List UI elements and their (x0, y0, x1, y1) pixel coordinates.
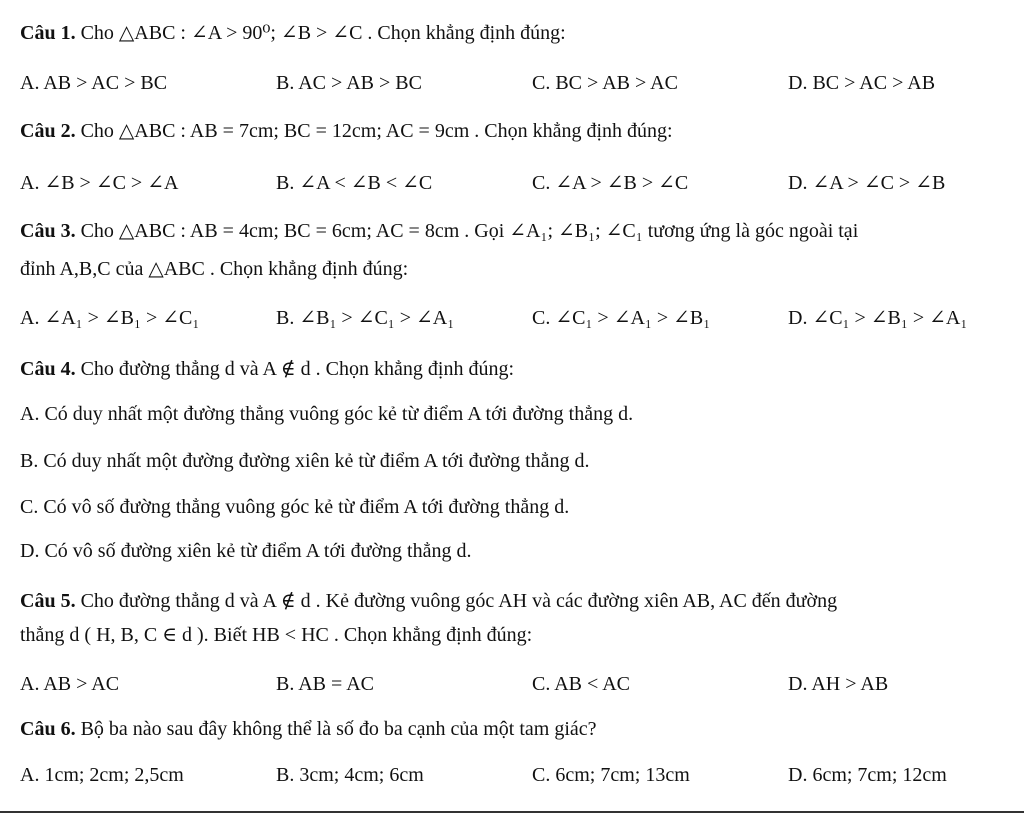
question-6 (20, 718, 597, 741)
option-b[interactable]: B. 3cm; 4cm; 6cm (276, 764, 424, 786)
statement-a[interactable]: A. Có duy nhất một đường thẳng vuông góc kẻ từ điểm A tới đường thẳng d. (20, 403, 634, 425)
option-d[interactable]: D. AH > AB (788, 673, 889, 695)
statement-b[interactable]: B. Có duy nhất một đường đường xiên kẻ từ điểm A tới đường thẳng d. (20, 450, 590, 472)
question-5-text: Cho đường thẳng d và A ∉ d . Kẻ đường vuông góc AH và các đường xiên AB, AC đến đường (80, 590, 838, 612)
option-b[interactable]: B. ∠B₁ > ∠C₁ > ∠A₁ (276, 307, 455, 329)
question-4-label: Câu 4. (20, 358, 76, 380)
question-6-text: Bộ ba nào sau đây không thể là số đo ba cạnh của một tam giác? (80, 718, 597, 740)
question-5-label: Câu 5. (20, 590, 76, 612)
question-2-text: Cho △ABC : AB = 7cm; BC = 12cm; AC = 9cm . Chọn khẳng định đúng: (80, 120, 673, 142)
question-6-label: Câu 6. (20, 718, 76, 740)
option-a[interactable]: A. 1cm; 2cm; 2,5cm (20, 764, 184, 786)
statement-d[interactable]: D. Có vô số đường xiên kẻ từ điểm A tới đường thẳng d. (20, 540, 472, 562)
question-3-text-continued: đỉnh A,B,C của △ABC . Chọn khẳng định đúng: (20, 258, 409, 280)
option-a[interactable]: A. ∠A₁ > ∠B₁ > ∠C₁ (20, 307, 200, 329)
statement-c[interactable]: C. Có vô số đường thẳng vuông góc kẻ từ điểm A tới đường thẳng d. (20, 496, 570, 518)
question-5-text-continued: thẳng d ( H, B, C ∈ d ). Biết HB < HC . Chọn khẳng định đúng: (20, 624, 533, 646)
question-4 (20, 356, 514, 381)
question-3 (20, 218, 858, 243)
option-a[interactable]: A. AB > AC (20, 673, 120, 695)
option-b[interactable]: B. ∠A < ∠B < ∠C (276, 172, 433, 194)
option-d[interactable]: D. 6cm; 7cm; 12cm (788, 764, 947, 786)
option-c[interactable]: C. BC > AB > AC (532, 72, 678, 94)
option-b[interactable]: B. AC > AB > BC (276, 72, 422, 94)
question-5 (20, 588, 837, 613)
question-2-label: Câu 2. (20, 120, 76, 142)
question-1-text: Cho △ABC : ∠A > 90⁰; ∠B > ∠C . Chọn khẳng định đúng: (80, 22, 566, 44)
option-c[interactable]: C. ∠C₁ > ∠A₁ > ∠B₁ (532, 307, 711, 329)
option-c[interactable]: C. 6cm; 7cm; 13cm (532, 764, 690, 786)
option-d[interactable]: D. BC > AC > AB (788, 72, 936, 94)
question-4-text: Cho đường thẳng d và A ∉ d . Chọn khẳng định đúng: (80, 358, 515, 380)
question-1-label: Câu 1. (20, 22, 76, 44)
question-3-label: Câu 3. (20, 220, 76, 242)
option-b[interactable]: B. AB = AC (276, 673, 374, 695)
option-d[interactable]: D. ∠A > ∠C > ∠B (788, 172, 946, 194)
option-c[interactable]: C. AB < AC (532, 673, 630, 695)
option-d[interactable]: D. ∠C₁ > ∠B₁ > ∠A₁ (788, 307, 968, 329)
option-a[interactable]: A. AB > AC > BC (20, 72, 168, 94)
option-c[interactable]: C. ∠A > ∠B > ∠C (532, 172, 689, 194)
option-a[interactable]: A. ∠B > ∠C > ∠A (20, 172, 179, 194)
question-3-text: Cho △ABC : AB = 4cm; BC = 6cm; AC = 8cm . Gọi ∠A₁; ∠B₁; ∠C₁ tương ứng là góc ngoài tại (80, 220, 859, 242)
question-1 (20, 20, 566, 45)
bottom-divider (0, 811, 1024, 813)
question-2 (20, 118, 673, 143)
